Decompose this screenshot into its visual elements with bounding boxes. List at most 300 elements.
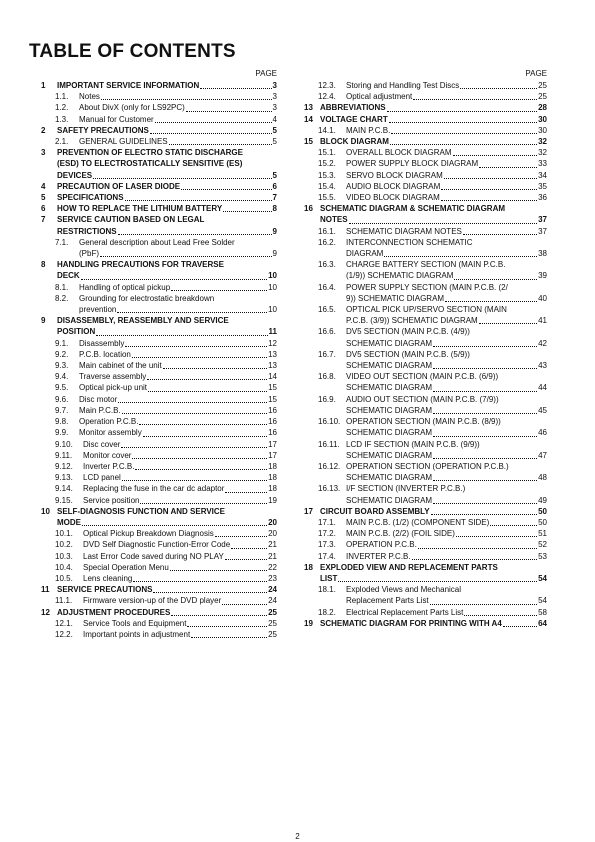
toc-entry-title: OPTICAL PICK UP/SERVO SECTION (MAIN	[346, 305, 507, 315]
toc-entry-body	[83, 562, 277, 573]
toc-entry-page: 9	[272, 226, 277, 236]
toc-entry-page: 49	[538, 495, 547, 505]
toc-entry-title: 9)) SCHEMATIC DIAGRAM	[346, 293, 445, 303]
toc-entry-title: Special Operation Menu	[83, 562, 169, 572]
toc-entry-body	[346, 517, 547, 528]
toc-entry-body	[346, 237, 547, 259]
toc-entry-body	[320, 506, 547, 517]
toc-entry	[304, 237, 547, 259]
toc-entry-page: 19	[268, 495, 277, 505]
toc-entry-title: DECK	[57, 271, 80, 281]
dot-leader	[143, 428, 267, 437]
toc-entry-number: 18.2.	[318, 607, 336, 617]
toc-entry-title: BLOCK DIAGRAM	[320, 137, 389, 147]
toc-entry-title: prevention	[79, 305, 117, 315]
toc-entry-number: 8.2.	[55, 293, 69, 303]
toc-list-left	[41, 80, 277, 640]
dot-leader	[186, 103, 272, 112]
toc-entry-body	[79, 405, 277, 416]
toc-entry-body	[346, 192, 547, 203]
toc-entry-number: 8	[41, 260, 46, 270]
toc-entry-page: 13	[268, 349, 277, 359]
toc-entry-page: 21	[268, 540, 277, 550]
toc-entry	[41, 237, 277, 259]
toc-entry-title: POSITION	[57, 327, 96, 337]
toc-entry-number: 1	[41, 81, 46, 90]
toc-entry	[304, 551, 547, 562]
dot-leader	[135, 461, 267, 470]
toc-entry-title: Operation P.C.B.	[79, 417, 139, 427]
toc-entry-body	[83, 618, 277, 629]
toc-entry-body	[57, 584, 277, 595]
toc-entry-title: POWER SUPPLY BLOCK DIAGRAM	[346, 159, 479, 169]
toc-entry-title: VIDEO OUT SECTION (MAIN P.C.B. (6/9))	[346, 372, 499, 382]
toc-entry-title: VIDEO BLOCK DIAGRAM	[346, 193, 440, 203]
toc-entry-page: 5	[272, 125, 277, 135]
toc-entry-number: 6	[41, 204, 46, 214]
toc-entry-number: 17.2.	[318, 529, 336, 539]
toc-entry-title: SAFETY PRECAUTIONS	[57, 125, 149, 135]
toc-entry-page: 24	[268, 596, 277, 606]
toc-entry-number: 16.4.	[318, 282, 336, 292]
toc-entry-body	[57, 181, 277, 192]
toc-entry-page: 35	[538, 181, 547, 191]
toc-entry-body	[83, 573, 277, 584]
toc-entry-title: P.C.B. location	[79, 349, 131, 359]
toc-entry-body	[346, 607, 547, 618]
toc-entry-body	[346, 539, 547, 550]
toc-entry-title: About DivX (only for LS92PC)	[79, 103, 185, 113]
toc-entry	[41, 192, 277, 203]
toc-entry-title: Main cabinet of the unit	[79, 361, 162, 371]
toc-entry-page: 22	[268, 562, 277, 572]
toc-entry-page: 32	[538, 137, 547, 147]
toc-entry-page: 10	[268, 305, 277, 315]
toc-entry-body	[320, 618, 547, 629]
toc-entry-body	[320, 562, 547, 584]
toc-entry	[41, 382, 277, 393]
toc-entry-title: Last Error Code saved during NO PLAY	[83, 551, 224, 561]
toc-entry-body	[79, 282, 277, 293]
toc-entry-body	[346, 259, 547, 281]
toc-entry	[41, 450, 277, 461]
toc-entry-body	[79, 349, 277, 360]
toc-column-right	[304, 68, 547, 629]
toc-entry-page: 17	[268, 439, 277, 449]
toc-entry	[41, 282, 277, 293]
toc-entry	[41, 214, 277, 236]
dot-leader	[460, 80, 537, 89]
toc-entry-title: POWER SUPPLY SECTION (MAIN P.C.B. (2/	[346, 282, 508, 292]
toc-entry	[304, 170, 547, 181]
toc-entry-title: Optical Pickup Breakdown Diagnosis	[83, 529, 214, 539]
toc-entry-page: 10	[268, 271, 277, 281]
toc-entry-page: 14	[268, 372, 277, 382]
toc-entry-page: 16	[268, 405, 277, 415]
dot-leader	[433, 338, 537, 347]
toc-entry-page: 13	[268, 361, 277, 371]
toc-entry-body	[320, 136, 547, 147]
toc-entry-number: 16.9.	[318, 394, 336, 404]
dot-leader	[101, 91, 272, 100]
toc-entry	[41, 629, 277, 640]
toc-entry-body	[57, 506, 277, 528]
toc-entry	[41, 203, 277, 214]
dot-leader	[81, 271, 267, 280]
toc-entry-title: SCHEMATIC DIAGRAM	[346, 405, 433, 415]
toc-entry-number: 1.3.	[55, 114, 69, 124]
toc-entry-number: 7.1.	[55, 237, 69, 247]
toc-entry-page: 38	[538, 249, 547, 259]
toc-entry-body	[83, 629, 277, 640]
dot-leader	[503, 618, 537, 627]
toc-entry	[41, 483, 277, 494]
toc-entry-page: 37	[538, 215, 547, 225]
toc-entry	[304, 304, 547, 326]
dot-leader	[171, 607, 267, 616]
toc-entry	[304, 147, 547, 158]
dot-leader	[418, 540, 537, 549]
toc-entry-body	[346, 326, 547, 348]
toc-entry-number: 9	[41, 316, 46, 326]
toc-entry-title: MAIN P.C.B. (1/2) (COMPONENT SIDE)	[346, 517, 490, 527]
dot-leader	[117, 304, 267, 313]
toc-entry-page: 17	[268, 450, 277, 460]
toc-entry-number: 14.1.	[318, 125, 336, 135]
toc-entry-body	[346, 528, 547, 539]
dot-leader	[349, 215, 538, 224]
dot-leader	[433, 428, 537, 437]
toc-entry-number: 9.13.	[55, 473, 73, 483]
toc-entry-body	[346, 158, 547, 169]
toc-entry-title: Disc motor	[79, 394, 118, 404]
toc-entry	[304, 80, 547, 91]
toc-entry	[304, 416, 547, 438]
dot-leader	[433, 405, 537, 414]
toc-entry	[304, 114, 547, 125]
toc-entry-page: 16	[268, 417, 277, 427]
toc-entry-title: Monitor assembly	[79, 428, 142, 438]
toc-entry-page: 10	[268, 282, 277, 292]
toc-entry-title: SCHEMATIC DIAGRAM NOTES	[346, 226, 462, 236]
toc-entry-title: SCHEMATIC DIAGRAM & SCHEMATIC DIAGRAM	[320, 204, 506, 214]
toc-entry-page: 43	[538, 361, 547, 371]
toc-entry-page: 52	[538, 540, 547, 550]
toc-entry	[304, 562, 547, 584]
toc-entry-title: Inverter P.C.B.	[83, 461, 135, 471]
toc-entry-title: (1/9)) SCHEMATIC DIAGRAM	[346, 271, 454, 281]
toc-entry-page: 3	[272, 92, 277, 102]
toc-entry-number: 9.12.	[55, 461, 73, 471]
toc-entry-page: 41	[538, 316, 547, 326]
toc-entry-body	[79, 371, 277, 382]
dot-leader	[454, 271, 537, 280]
toc-entry	[304, 371, 547, 393]
dot-leader	[82, 517, 267, 526]
dot-leader	[181, 181, 271, 190]
dot-leader	[479, 159, 537, 168]
toc-entry-title: Monitor cover	[83, 450, 132, 460]
toc-entry-title: SCHEMATIC DIAGRAM	[346, 338, 433, 348]
toc-entry-body	[57, 147, 277, 181]
dot-leader	[456, 528, 537, 537]
toc-entry	[41, 506, 277, 528]
toc-entry-body	[79, 382, 277, 393]
toc-entry	[304, 584, 547, 606]
toc-entry-body	[346, 416, 547, 438]
toc-entry-title: LIST	[320, 573, 338, 583]
toc-entry-page: 32	[538, 148, 547, 158]
toc-entry-number: 16.1.	[318, 226, 336, 236]
toc-entry-number: 15.1.	[318, 148, 336, 158]
toc-entry	[41, 125, 277, 136]
dot-leader	[133, 573, 267, 582]
dot-leader	[338, 573, 537, 582]
toc-entry	[41, 607, 277, 618]
toc-entry-page: 15	[268, 383, 277, 393]
toc-entry	[41, 551, 277, 562]
toc-entry-title: (ESD) TO ELECTROSTATICALLY SENSITIVE (ES)	[57, 159, 243, 169]
toc-entry	[41, 539, 277, 550]
toc-entry-page: 50	[538, 517, 547, 527]
toc-entry	[304, 618, 547, 629]
toc-entry-title: MAIN P.C.B.	[346, 125, 391, 135]
toc-entry-body	[346, 125, 547, 136]
toc-entry-body	[79, 338, 277, 349]
page-title: TABLE OF CONTENTS	[29, 41, 236, 62]
toc-entry-page: 25	[268, 607, 277, 617]
toc-entry-page: 64	[538, 618, 547, 628]
dot-leader	[171, 282, 267, 291]
toc-entry-page: 18	[268, 473, 277, 483]
toc-entry-number: 16.3.	[318, 260, 336, 270]
page-column-header: PAGE	[255, 69, 277, 78]
toc-entry-body	[57, 607, 277, 618]
toc-entry	[304, 539, 547, 550]
toc-entry-title: P.C.B. (3/9)) SCHEMATIC DIAGRAM	[346, 316, 478, 326]
toc-entry	[41, 439, 277, 450]
toc-entry	[41, 394, 277, 405]
toc-entry-number: 16.10.	[318, 417, 341, 427]
toc-entry-body	[79, 416, 277, 427]
dot-leader	[170, 562, 267, 571]
toc-entry-body	[346, 584, 547, 606]
dot-leader	[433, 450, 537, 459]
toc-entry-title: SCHEMATIC DIAGRAM	[346, 473, 433, 483]
toc-entry	[304, 528, 547, 539]
toc-entry-page: 5	[272, 137, 277, 147]
toc-entry-number: 9.8.	[55, 417, 69, 427]
toc-entry-page: 24	[268, 585, 277, 595]
toc-entry-title: OPERATION SECTION (MAIN P.C.B. (8/9))	[346, 417, 501, 427]
toc-entry-page: 54	[538, 573, 547, 583]
dot-leader	[464, 607, 537, 616]
toc-entry-title: IMPORTANT SERVICE INFORMATION	[57, 81, 200, 90]
dot-leader	[163, 360, 267, 369]
toc-entry-number: 9.9.	[55, 428, 69, 438]
toc-entry-number: 12.2.	[55, 629, 73, 639]
toc-entry-title: Service position	[83, 495, 140, 505]
toc-entry-page: 58	[538, 607, 547, 617]
toc-entry-body	[79, 394, 277, 405]
toc-entry	[41, 315, 277, 337]
toc-entry-number: 15.3.	[318, 170, 336, 180]
toc-entry-page: 46	[538, 428, 547, 438]
toc-entry-page: 15	[268, 394, 277, 404]
toc-entry-page: 34	[538, 170, 547, 180]
dot-leader	[132, 349, 267, 358]
toc-entry-number: 9.11.	[55, 450, 73, 460]
toc-entry	[304, 607, 547, 618]
toc-entry-page: 3	[272, 103, 277, 113]
toc-entry	[304, 125, 547, 136]
toc-entry-title: Optical pick-up unit	[79, 383, 148, 393]
toc-entry-page: 18	[268, 484, 277, 494]
toc-entry	[41, 181, 277, 192]
toc-entry-number: 10.2.	[55, 540, 73, 550]
dot-leader	[225, 551, 267, 560]
toc-entry-page: 30	[538, 125, 547, 135]
toc-entry-number: 10.5.	[55, 573, 73, 583]
toc-entry-title: NOTES	[320, 215, 348, 225]
dot-leader	[153, 584, 267, 593]
toc-entry-title: SCHEMATIC DIAGRAM	[346, 428, 433, 438]
dot-leader	[150, 125, 272, 134]
toc-entry-page: 53	[538, 551, 547, 561]
toc-entry-body	[83, 595, 277, 606]
toc-entry	[41, 349, 277, 360]
toc-entry-body	[346, 439, 547, 461]
toc-entry-number: 15.4.	[318, 181, 336, 191]
dot-leader	[187, 618, 267, 627]
dot-leader	[118, 394, 267, 403]
toc-entry-body	[346, 80, 547, 91]
dot-leader	[122, 472, 267, 481]
toc-entry-page: 25	[538, 92, 547, 102]
dot-leader	[100, 248, 272, 257]
toc-entry-title: Manual for Customer	[79, 114, 154, 124]
toc-entry-body	[57, 192, 277, 203]
dot-leader	[191, 629, 267, 638]
toc-entry-page: 39	[538, 271, 547, 281]
dot-leader	[431, 506, 537, 515]
toc-entry-number: 9.14.	[55, 484, 73, 494]
toc-entry-title: Handling of optical pickup	[79, 282, 171, 292]
toc-entry-number: 9.1.	[55, 338, 69, 348]
toc-entry-title: SPECIFICATIONS	[57, 193, 124, 203]
toc-entry-number: 15	[304, 137, 313, 147]
toc-entry-title: DISASSEMBLY, REASSEMBLY AND SERVICE	[57, 316, 229, 326]
toc-entry-title: Replacement Parts List	[346, 596, 429, 606]
toc-entry	[304, 439, 547, 461]
toc-entry-page: 9	[272, 249, 277, 259]
toc-entry-title: SELF-DIAGNOSIS FUNCTION AND SERVICE	[57, 506, 226, 516]
toc-entry-title: Exploded Views and Mechanical	[346, 585, 462, 595]
toc-entry-title: Optical adjustment	[346, 92, 413, 102]
toc-entry-title: AUDIO BLOCK DIAGRAM	[346, 181, 441, 191]
toc-entry-page: 25	[268, 618, 277, 628]
toc-entry-body	[346, 181, 547, 192]
toc-entry	[41, 114, 277, 125]
dot-leader	[148, 383, 267, 392]
toc-list-right	[304, 80, 547, 629]
dot-leader	[441, 181, 537, 190]
toc-entry	[41, 427, 277, 438]
toc-entry-title: DVD Self Diagnostic Function-Error Code	[83, 540, 231, 550]
toc-entry-title: Notes	[79, 92, 100, 102]
toc-entry-title: DV5 SECTION (MAIN P.C.B. (5/9))	[346, 349, 470, 359]
toc-entry-title: AUDIO OUT SECTION (MAIN P.C.B. (7/9))	[346, 394, 499, 404]
toc-entry-body	[320, 102, 547, 113]
toc-entry	[41, 136, 277, 147]
toc-entry	[41, 91, 277, 102]
toc-entry-body	[83, 461, 277, 472]
toc-entry-number: 12.3.	[318, 81, 336, 90]
toc-entry-page: 11	[268, 327, 277, 337]
toc-entry-title: SERVICE PRECAUTIONS	[57, 585, 153, 595]
toc-entry	[41, 528, 277, 539]
toc-entry-number: 1.1.	[55, 92, 69, 102]
toc-entry-title: LCD IF SECTION (MAIN P.C.B. (9/9))	[346, 439, 480, 449]
toc-entry-body	[79, 102, 277, 113]
toc-entry-title: Firmware version-up of the DVD player	[83, 596, 222, 606]
toc-entry-title: MODE	[57, 517, 81, 527]
toc-entry-number: 12	[41, 607, 50, 617]
toc-entry-title: SERVO BLOCK DIAGRAM	[346, 170, 443, 180]
toc-entry-number: 16.8.	[318, 372, 336, 382]
toc-entry-number: 8.1.	[55, 282, 69, 292]
toc-entry-title: Disassembly	[79, 338, 125, 348]
toc-entry-number: 17	[304, 506, 313, 516]
dot-leader	[118, 226, 272, 235]
toc-entry-body	[79, 237, 277, 259]
toc-entry-page: 16	[268, 428, 277, 438]
dot-leader	[433, 472, 537, 481]
toc-entry-page: 20	[268, 529, 277, 539]
toc-entry-title: ABBREVIATIONS	[320, 103, 386, 113]
toc-entry-title: OPERATION SECTION (OPERATION P.C.B.)	[346, 461, 509, 471]
dot-leader	[453, 147, 538, 156]
toc-entry-title: I/F SECTION (INVERTER P.C.B.)	[346, 484, 466, 494]
toc-entry-number: 14	[304, 114, 313, 124]
dot-leader	[122, 405, 267, 414]
toc-entry-body	[57, 259, 277, 281]
toc-entry-page: 4	[272, 114, 277, 124]
toc-entry	[41, 360, 277, 371]
toc-entry-body	[79, 427, 277, 438]
toc-entry-title: PRECAUTION OF LASER DIODE	[57, 181, 181, 191]
toc-entry-title: ADJUSTMENT PROCEDURES	[57, 607, 171, 617]
toc-entry-title: Electrical Replacement Parts List	[346, 607, 464, 617]
toc-entry-title: SCHEMATIC DIAGRAM	[346, 495, 433, 505]
toc-entry-title: Lens cleaning	[83, 573, 133, 583]
toc-entry-title: SCHEMATIC DIAGRAM	[346, 361, 433, 371]
toc-entry-number: 16.7.	[318, 349, 336, 359]
toc-entry-page: 23	[268, 573, 277, 583]
toc-entry-number: 9.10.	[55, 439, 73, 449]
toc-entry-body	[57, 80, 277, 91]
toc-entry-number: 15.5.	[318, 193, 336, 203]
toc-entry	[304, 326, 547, 348]
toc-entry-page: 12	[268, 338, 277, 348]
toc-entry	[304, 136, 547, 147]
toc-entry-page: 33	[538, 159, 547, 169]
dot-leader	[155, 114, 272, 123]
dot-leader	[225, 484, 267, 493]
dot-leader	[387, 103, 537, 112]
toc-entry-number: 18	[304, 562, 313, 572]
toc-entry-title: (PbF)	[79, 249, 99, 259]
